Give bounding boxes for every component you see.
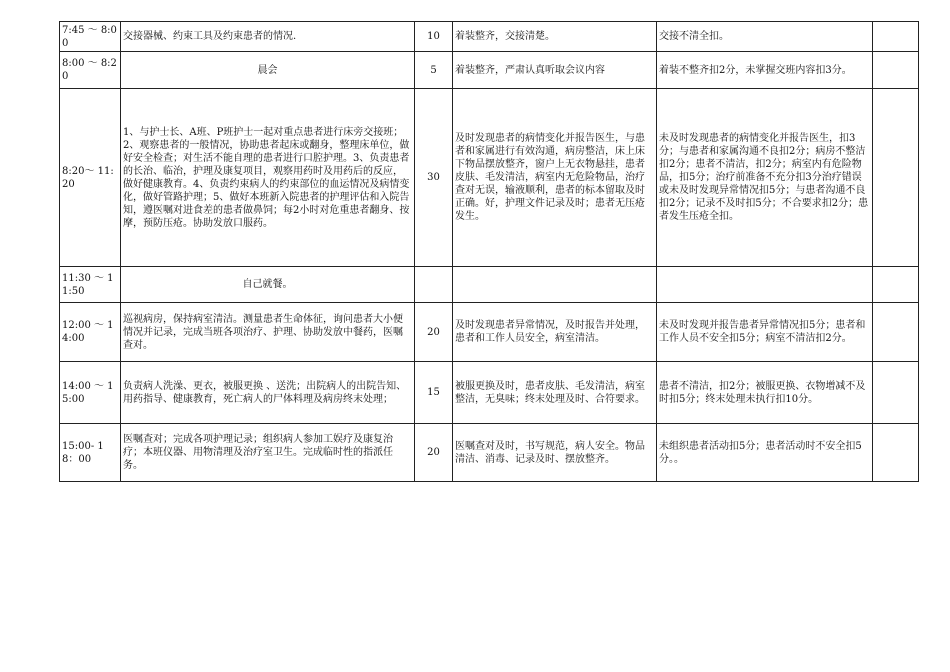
extra-cell bbox=[873, 22, 919, 52]
score-cell: 20 bbox=[415, 424, 453, 482]
time-cell: 12:00 ～ 14:00 bbox=[60, 303, 121, 362]
time-cell: 14:00 ～ 15:00 bbox=[60, 362, 121, 424]
score-cell: 15 bbox=[415, 362, 453, 424]
standard-cell: 着装整齐，严肃认真听取会议内容 bbox=[453, 52, 657, 89]
extra-cell bbox=[873, 89, 919, 267]
table-row bbox=[60, 52, 919, 89]
time-cell: 15:00- 18：00 bbox=[60, 424, 121, 482]
score-cell: 10 bbox=[415, 22, 453, 52]
deduction-cell bbox=[657, 267, 873, 303]
duty-cell: 负责病人洗澡、更衣，被服更换 、送洗；出院病人的出院告知、用药指导、健康教育，死亡病人的尸体料理及病房终末处理； bbox=[121, 362, 415, 424]
table-row bbox=[60, 424, 919, 482]
time-cell: 11:30 ～ 11:50 bbox=[60, 267, 121, 303]
table-row bbox=[60, 267, 919, 303]
deduction-cell: 着装不整齐扣2分，未掌握交班内容扣3分。 bbox=[657, 52, 873, 89]
deduction-cell: 未及时发现并报告患者异常情况扣5分；患者和工作人员不安全扣5分；病室不清洁扣2分。 bbox=[657, 303, 873, 362]
table-row bbox=[60, 22, 919, 52]
extra-cell bbox=[873, 303, 919, 362]
time-cell: 7:45 ～ 8:00 bbox=[60, 22, 121, 52]
standard-cell: 医嘱查对及时，书写规范，病人安全。物品清洁、消毒、记录及时、摆放整齐。 bbox=[453, 424, 657, 482]
deduction-cell: 未及时发现患者的病情变化并报告医生，扣3分；与患者和家属沟通不良扣2分；病房不整洁扣2分；患者不清洁，扣2分；病室内有危险物品，扣5分；治疗前准备不充分扣3分治疗错误或未及时发现异常情况扣5分；与患者沟通不良扣2分；记录不及时扣5分；不合要求扣2分；患者发生压疮全扣。 bbox=[657, 89, 873, 267]
extra-cell bbox=[873, 362, 919, 424]
duty-cell: 自己就餐。 bbox=[121, 267, 415, 303]
standard-cell: 及时发现患者异常情况，及时报告并处理，患者和工作人员安全，病室清洁。 bbox=[453, 303, 657, 362]
score-cell: 30 bbox=[415, 89, 453, 267]
standard-cell: 着装整齐，交接清楚。 bbox=[453, 22, 657, 52]
time-cell: 8:20～ 11:20 bbox=[60, 89, 121, 267]
standard-cell: 及时发现患者的病情变化并报告医生，与患者和家属进行有效沟通，病房整洁，床上床下物品摆放整齐，窗户上无衣物悬挂，患者皮肤、毛发清洁，病室内无危险物品，治疗查对无误，输液顺利，患者的标本留取及时正确。好，护理文件记录及时；患者无压疮发生。 bbox=[453, 89, 657, 267]
duty-cell: 1、与护士长、A班、P班护士一起对重点患者进行床旁交接班；2、观察患者的一般情况，协助患者起床或翻身，整理床单位，做好安全检查；对生活不能自理的患者进行口腔护理。3、负责患者的长治、临治，护理及康复项目，观察用药时及用药后的反应，做好健康教育。4、负责约束病人的约束部位的血运情况及病情变化，做好管路护理；5、做好本班新入院患者的护理评估和入院告知，遵医嘱对进食差的患者做鼻饲；每2小时对危重患者翻身、按摩，预防压疮。协助发放口服药。 bbox=[121, 89, 415, 267]
deduction-cell: 交接不清全扣。 bbox=[657, 22, 873, 52]
table-row bbox=[60, 362, 919, 424]
score-cell: 20 bbox=[415, 303, 453, 362]
table-row bbox=[60, 303, 919, 362]
time-cell: 8:00 ～ 8:20 bbox=[60, 52, 121, 89]
duty-cell: 巡视病房，保持病室清洁。测量患者生命体征，询问患者大小便情况并记录，完成当班各项治疗、护理、协助发放中餐药，医嘱查对。 bbox=[121, 303, 415, 362]
extra-cell bbox=[873, 267, 919, 303]
standard-cell bbox=[453, 267, 657, 303]
duty-cell: 晨会 bbox=[121, 52, 415, 89]
standard-cell: 被服更换及时，患者皮肤、毛发清洁，病室整洁，无臭味；终末处理及时、合符要求。 bbox=[453, 362, 657, 424]
extra-cell bbox=[873, 424, 919, 482]
score-cell: 5 bbox=[415, 52, 453, 89]
duty-cell: 医嘱查对；完成各项护理记录；组织病人参加工娱疗及康复治疗；本班仪器、用物清理及治疗室卫生。完成临时性的指派任务。 bbox=[121, 424, 415, 482]
deduction-cell: 未组织患者活动扣5分；患者活动时不安全扣5分。。 bbox=[657, 424, 873, 482]
table-row bbox=[60, 89, 919, 267]
duty-cell: 交接器械、约束工具及约束患者的情况. bbox=[121, 22, 415, 52]
extra-cell bbox=[873, 52, 919, 89]
score-cell bbox=[415, 267, 453, 303]
duty-schedule-table bbox=[59, 21, 919, 482]
deduction-cell: 患者不清洁，扣2分；被服更换、衣物增减不及时扣5分；终末处理未执行扣10分。 bbox=[657, 362, 873, 424]
